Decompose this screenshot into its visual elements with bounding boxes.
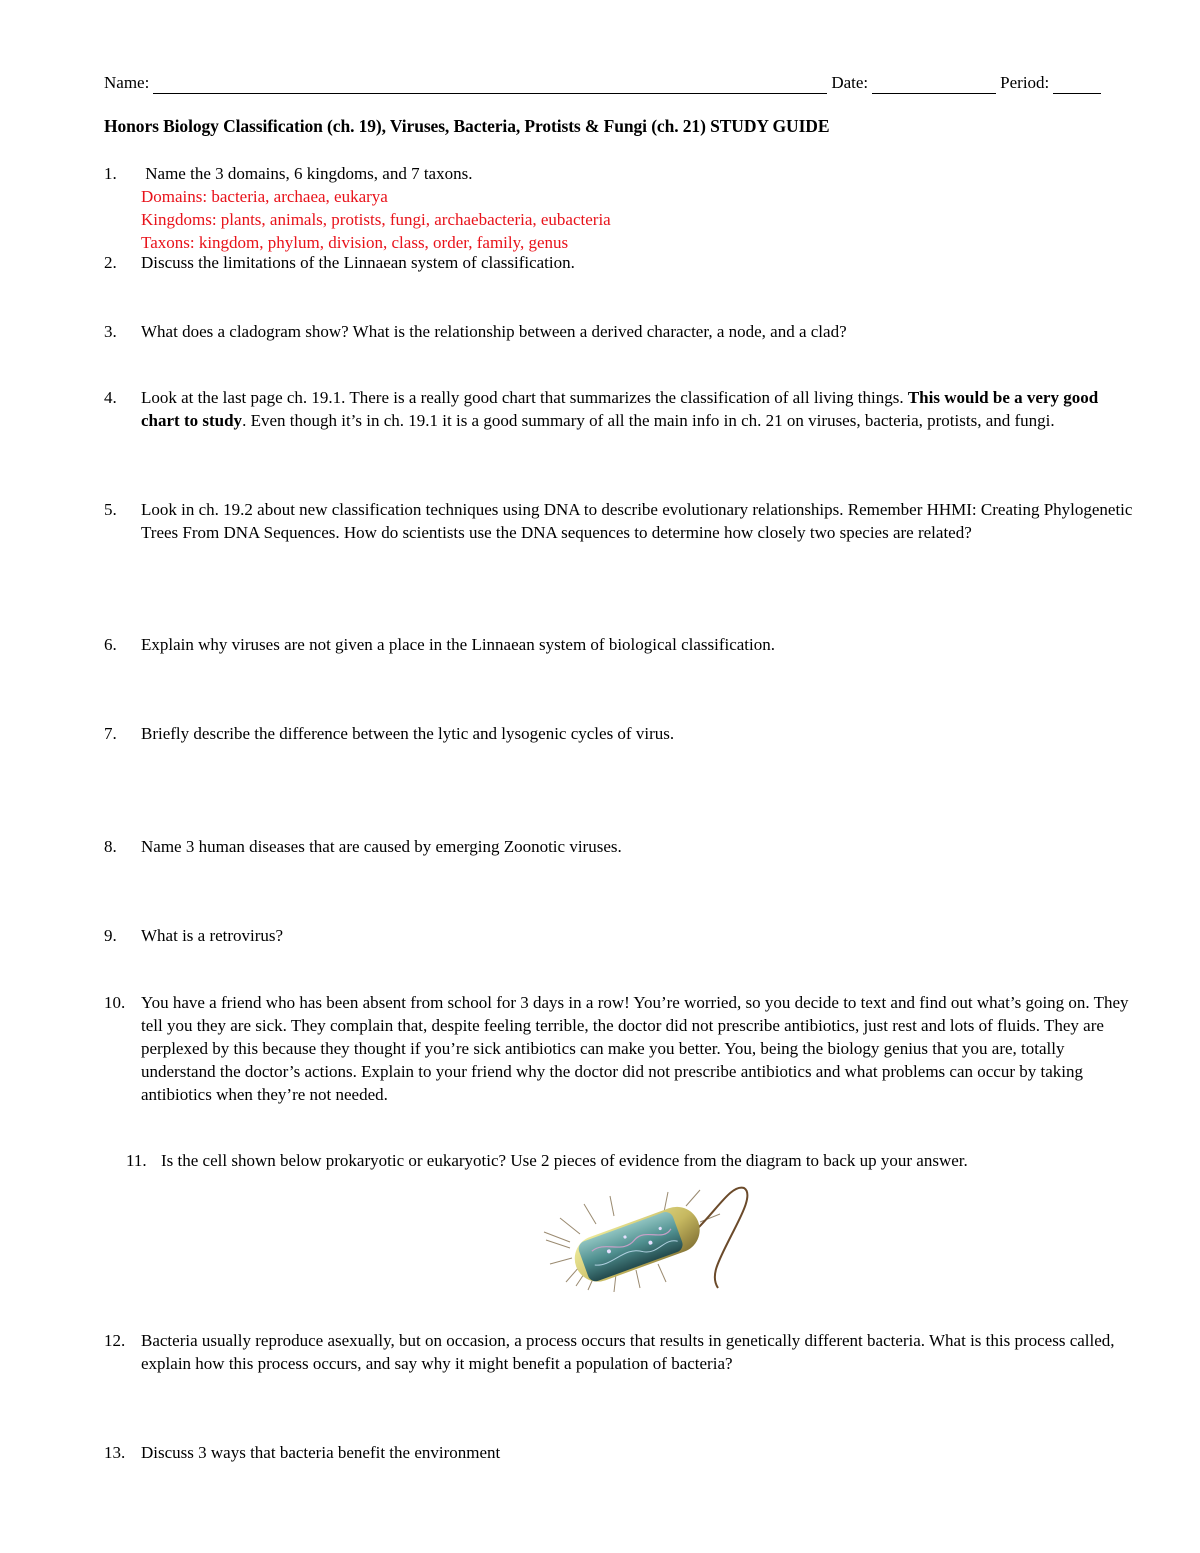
question-12: [104, 1329, 1136, 1375]
question-emphasis: This would be a very good chart to study: [141, 388, 1099, 430]
question-number: 1.: [104, 164, 117, 183]
question-text: You have a friend who has been absent from school for 3 days in a row! You’re worried, so you decide to text and find out what’s going on. They tell you they are sick. They complain that, despite feeling terrible, the doctor did not prescribe antibiotics, just rest and lots of fluids. They are perplexed by this because they thought if you’re sick antibiotics can make you better. You, being the biology genius that you are, totally understand the doctor’s actions. Explain to your friend why the doctor did not prescribe antibiotics and what problems can occur by taking antibiotics when they’re not needed.: [141, 993, 1129, 1104]
question-number: 12.: [104, 1331, 126, 1350]
question-text: What is a retrovirus?: [141, 926, 284, 945]
answer-kingdoms: Kingdoms: plants, animals, protists, fungi, archaebacteria, eubacteria: [141, 210, 611, 229]
question-7: [104, 722, 1136, 745]
question-number: 6.: [104, 635, 117, 654]
question-text: Name the 3 domains, 6 kingdoms, and 7 taxons.: [141, 164, 473, 183]
date-label: Date:: [831, 73, 869, 92]
bacterium-illustration: [540, 1178, 755, 1296]
date-blank[interactable]: [872, 77, 996, 94]
question-number: 5.: [104, 500, 117, 519]
question-text: Briefly describe the difference between the lytic and lysogenic cycles of virus.: [141, 724, 675, 743]
question-number: 11.: [126, 1151, 147, 1170]
question-4: [104, 386, 1136, 432]
question-number: 7.: [104, 724, 117, 743]
question-text: Discuss the limitations of the Linnaean system of classification.: [141, 253, 575, 272]
question-13: [104, 1441, 1136, 1464]
header-line: [104, 72, 1136, 94]
question-text: Name 3 human diseases that are caused by emerging Zoonotic viruses.: [141, 837, 622, 856]
question-number: 3.: [104, 322, 117, 341]
question-number: 8.: [104, 837, 117, 856]
name-label: Name:: [104, 73, 150, 92]
question-text: Bacteria usually reproduce asexually, but on occasion, a process occurs that results in genetically different bacteria. What is this process called, explain how this process occurs, and say why it might benefit a population of bacteria?: [141, 1331, 1115, 1373]
question-5: [104, 498, 1136, 544]
period-blank[interactable]: [1053, 77, 1101, 94]
question-number: 2.: [104, 253, 117, 272]
question-1: [104, 162, 1136, 254]
question-text: [141, 386, 1136, 432]
flagellum-icon: [698, 1188, 747, 1288]
question-8: [104, 835, 1136, 858]
question-number: 13.: [104, 1443, 126, 1462]
name-blank[interactable]: [153, 77, 827, 94]
page-title: Honors Biology Classification (ch. 19), Viruses, Bacteria, Protists & Fungi (ch. 21) STUDY GUIDE: [104, 116, 830, 136]
question-6: [104, 633, 1136, 656]
question-text: Look in ch. 19.2 about new classification techniques using DNA to describe evolutionary relationships. Remember HHMI: Creating Phylogenetic Trees From DNA Sequences. How do scientists use the DNA sequences to determine how closely two species are related?: [141, 500, 1133, 542]
question-text: Is the cell shown below prokaryotic or eukaryotic? Use 2 pieces of evidence from the diagram to back up your answer.: [161, 1151, 968, 1170]
question-number: 9.: [104, 926, 117, 945]
question-text: Explain why viruses are not given a place in the Linnaean system of biological classification.: [141, 635, 776, 654]
question-text-part: . Even though it’s in ch. 19.1 it is a good summary of all the main info in ch. 21 on viruses, bacteria, protists, and fungi.: [242, 411, 1055, 430]
answer-taxons: Taxons: kingdom, phylum, division, class, order, family, genus: [141, 233, 569, 252]
period-label: Period:: [1000, 73, 1050, 92]
question-3: [104, 320, 1136, 343]
question-text: Discuss 3 ways that bacteria benefit the environment: [141, 1443, 501, 1462]
question-number: 10.: [104, 993, 126, 1012]
question-number: 4.: [104, 388, 117, 407]
question-2: [104, 251, 1136, 274]
question-text: What does a cladogram show? What is the relationship between a derived character, a node, and a clad?: [141, 322, 847, 341]
question-10: [104, 991, 1136, 1106]
question-11: [126, 1149, 1126, 1172]
answer-domains: Domains: bacteria, archaea, eukarya: [141, 187, 388, 206]
question-text-part: Look at the last page ch. 19.1. There is a really good chart that summarizes the classification of all living things.: [141, 388, 908, 407]
question-9: [104, 924, 1136, 947]
